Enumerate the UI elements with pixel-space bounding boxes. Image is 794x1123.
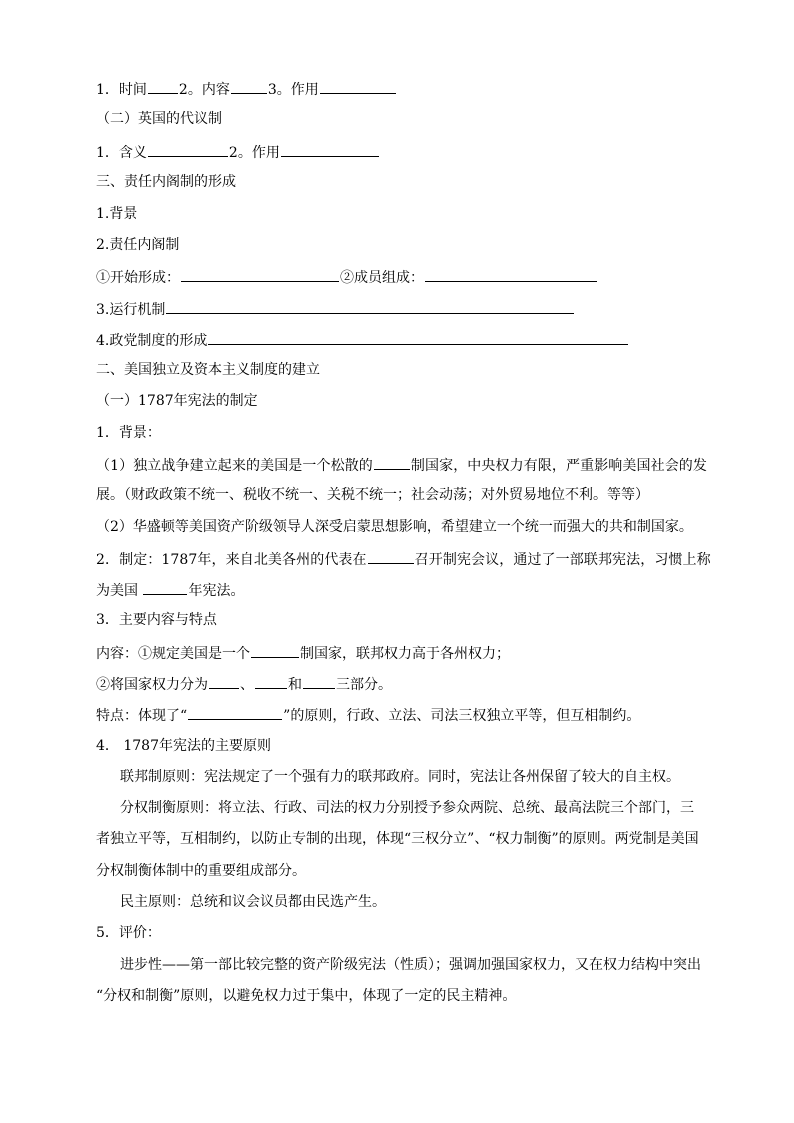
line-3	[96, 141, 380, 163]
heading-us-independence: 二、美国独立及资本主义制度的建立	[96, 362, 320, 378]
text-drafting: 2．制定：1787年，来自北美各州的代表在	[96, 552, 367, 568]
blank-effect	[320, 78, 396, 94]
line-1	[96, 78, 397, 100]
item-contents: 3．主要内容与特点	[96, 612, 217, 628]
text-federal-power: 制国家，联邦权力高于各州权力；	[300, 646, 510, 662]
text-checks-balances: 分权制衡原则：将立法、行政、司法的权力分别授予参众两院、总统、最高法院三个部门，三	[120, 800, 694, 816]
text-central-power: 制国家，中央权力有限，严重影响美国社会的发	[410, 458, 708, 474]
subheading-1787-constitution: （一）1787年宪法的制定	[96, 393, 258, 409]
blank-meaning	[148, 141, 228, 157]
label-start: ①开始形成：	[96, 270, 180, 286]
item-cabinet: 2.责任内阁制	[96, 237, 180, 253]
text-constitution: 年宪法。	[188, 583, 245, 599]
blank-place	[368, 548, 414, 564]
blank-party	[208, 329, 628, 345]
label-function: 2。作用	[228, 145, 280, 161]
heading-cabinet-system: 三、责任内阁制的形成	[96, 174, 236, 190]
blank-system	[374, 454, 410, 470]
blank-mechanism	[166, 298, 574, 314]
label-meaning: 1．含义	[96, 145, 147, 161]
item-evaluation: 5．评价：	[96, 925, 161, 941]
blank-function	[281, 141, 379, 157]
text-confederation: （1）独立战争建立起来的美国是一个松散的	[96, 458, 373, 474]
blank-state-type	[251, 642, 299, 658]
line-21	[96, 704, 640, 726]
text-progressive-2: “分权和制衡”原则，以避免权力过于集中，体现了一定的民主精神。	[96, 988, 517, 1004]
item-background: 1.背景	[96, 206, 138, 222]
line-19	[96, 642, 510, 664]
blank-start	[181, 266, 339, 282]
label-time: 1．时间	[96, 82, 147, 98]
text-power-split: ②将国家权力分为	[96, 677, 208, 693]
line-16	[96, 548, 711, 570]
blank-power-3	[303, 673, 335, 689]
item-background-us: 1．背景：	[96, 425, 161, 441]
line-13	[96, 454, 707, 476]
line-17	[96, 579, 244, 601]
blank-content	[231, 78, 267, 94]
line-9	[96, 329, 629, 351]
text-checks-balances-2: 者独立平等，互相制约，以防止专制的出现，体现“三权分立”、“权力制衡”的原则。两党制是美国	[96, 831, 699, 847]
label-mechanism: 3.运行机制	[96, 302, 166, 318]
text-checks-balances-3: 分权制衡体制中的重要组成部分。	[96, 863, 306, 879]
line-7	[96, 266, 598, 288]
text-progressive: 进步性——第一部比较完整的资产阶级宪法（性质）；强调加强国家权力，又在权力结构中突出	[120, 957, 701, 973]
line-15: （2）华盛顿等美国资产阶级领导人深受启蒙思想影响，希望建立一个统一而强大的共和制国家。	[96, 519, 693, 535]
label-members: ②成员组成：	[340, 270, 424, 286]
blank-time	[148, 78, 178, 94]
label-effect: 3。作用	[267, 82, 319, 98]
text-democratic-principle: 民主原则：总统和议会议员都由民选产生。	[120, 894, 386, 910]
item-principles: 4． 1787年宪法的主要原则	[96, 738, 271, 754]
text-us-prefix: 为美国	[96, 583, 143, 599]
blank-year	[143, 579, 187, 595]
text-content-1: 内容：①规定美国是一个	[96, 646, 250, 662]
blank-principle	[188, 704, 282, 720]
text-feature-rest: ”的原则，行政、立法、司法三权独立平等，但互相制约。	[283, 708, 641, 724]
line-8	[96, 298, 575, 320]
subheading-british-representative: （二）英国的代议制	[96, 111, 222, 127]
blank-power-2	[255, 673, 287, 689]
blank-power-1	[209, 673, 239, 689]
line-20: ②将国家权力分为 、 和 三部分。	[96, 673, 392, 695]
text-convention: 召开制宪会议，通过了一部联邦宪法，习惯上称	[414, 552, 711, 568]
text-feature: 特点：体现了“	[96, 708, 188, 724]
line-14: 展。（财政政策不统一、税收不统一、关税不统一；社会动荡；对外贸易地位不利。等等）	[96, 487, 649, 503]
blank-members	[425, 266, 597, 282]
label-party: 4.政党制度的形成	[96, 333, 208, 349]
label-content: 2。内容	[178, 82, 230, 98]
text-federal-principle: 联邦制原则：宪法规定了一个强有力的联邦政府。同时，宪法让各州保留了较大的自主权。	[120, 769, 680, 785]
